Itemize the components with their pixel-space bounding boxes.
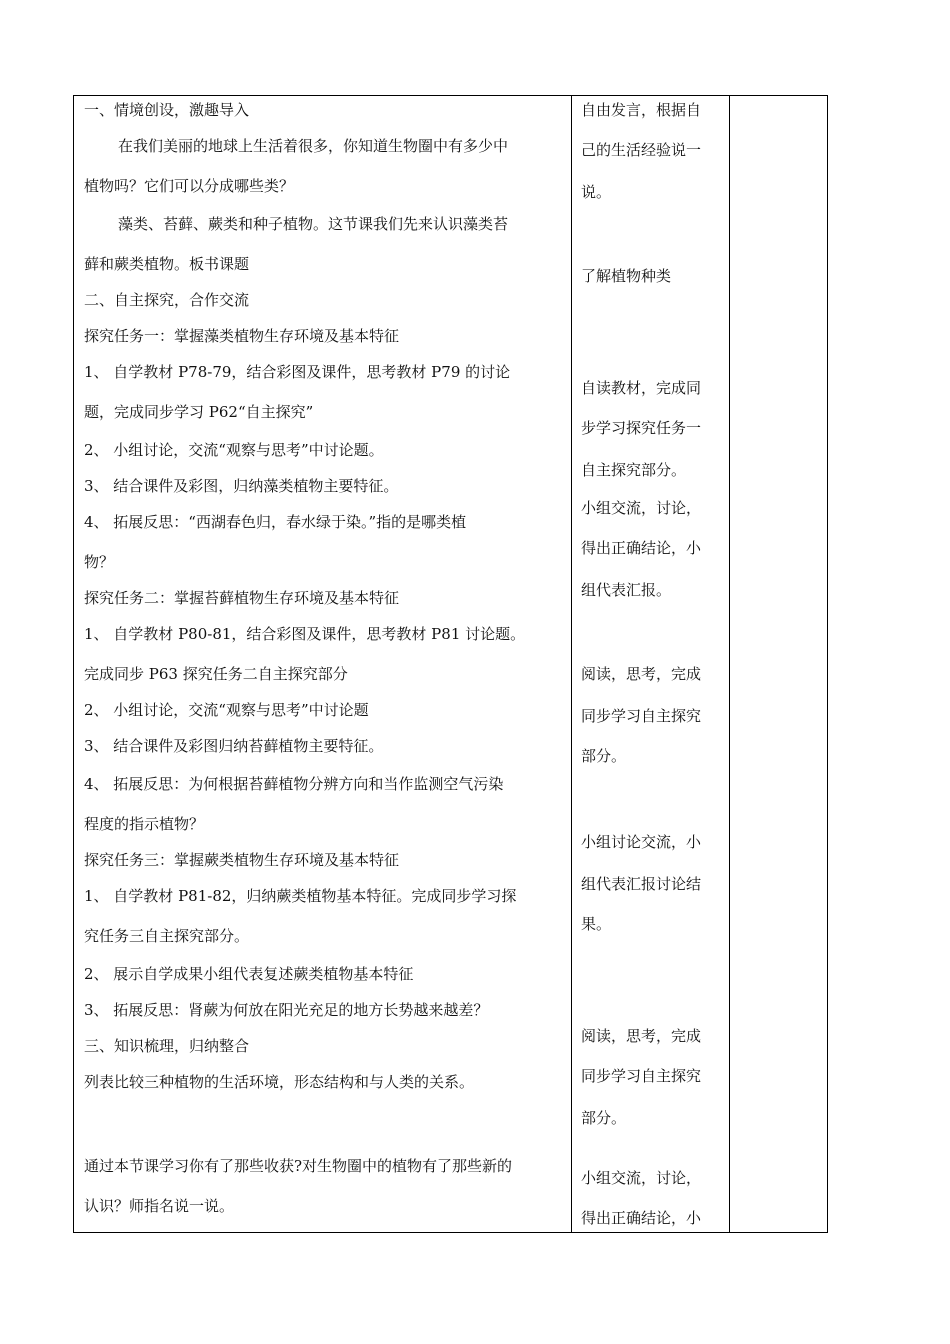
text-line: 部分。 <box>581 747 627 765</box>
student-activity-column <box>573 96 729 1232</box>
text-line: 小组交流，讨论， <box>581 499 702 517</box>
text-line: 说。 <box>581 183 612 201</box>
text-line: 得出正确结论，小 <box>581 539 702 557</box>
text-line: 2、 小组讨论，交流“观察与思考”中讨论题。 <box>84 441 384 459</box>
text-line: 了解植物种类 <box>581 267 672 285</box>
text-line: 4、 拓展反思：为何根据苔藓植物分辨方向和当作监测空气污染 <box>84 775 504 793</box>
text-line: 小组讨论交流，小 <box>581 833 702 851</box>
text-line: 同步学习自主探究 <box>581 1067 702 1085</box>
text-line: 植物吗？它们可以分成哪些类？ <box>84 177 295 195</box>
text-line: 部分。 <box>581 1109 627 1127</box>
section-heading: 三、知识梳理，归纳整合 <box>84 1037 250 1055</box>
text-line: 得出正确结论，小 <box>581 1209 702 1227</box>
text-line: 己的生活经验说一 <box>581 141 702 159</box>
text-line: 小组交流，讨论， <box>581 1169 702 1187</box>
text-line: 同步学习自主探究 <box>581 707 702 725</box>
text-line: 1、 自学教材 P81-82，归纳蕨类植物基本特征。完成同步学习探 <box>84 887 517 905</box>
task-heading: 探究任务二：掌握苔藓植物生存环境及基本特征 <box>84 589 400 607</box>
text-line: 藻类、苔藓、蕨类和种子植物。这节课我们先来认识藻类苔 <box>118 215 509 233</box>
text-line: 阅读，思考，完成 <box>581 1027 702 1045</box>
text-line: 完成同步 P63 探究任务二自主探究部分 <box>84 665 348 683</box>
text-line: 3、 结合课件及彩图，归纳藻类植物主要特征。 <box>84 477 399 495</box>
section-heading: 二、自主探究，合作交流 <box>84 291 250 309</box>
text-line: 题，完成同步学习 P62“自主探究” <box>84 403 314 421</box>
task-heading: 探究任务一：掌握藻类植物生存环境及基本特征 <box>84 327 400 345</box>
text-line: 藓和蕨类植物。板书课题 <box>84 255 250 273</box>
text-line: 果。 <box>581 915 612 933</box>
teacher-activity-column <box>74 96 571 1232</box>
text-line: 程度的指示植物？ <box>84 815 205 833</box>
text-line: 阅读，思考，完成 <box>581 665 702 683</box>
lesson-table <box>73 95 828 1233</box>
text-line: 组代表汇报讨论结 <box>581 875 702 893</box>
text-line: 物？ <box>84 553 115 571</box>
text-line: 步学习探究任务一 <box>581 419 702 437</box>
text-line: 组代表汇报。 <box>581 581 672 599</box>
text-line: 在我们美丽的地球上生活着很多，你知道生物圈中有多少中 <box>118 137 509 155</box>
text-line: 认识？师指名说一说。 <box>84 1197 235 1215</box>
section-heading: 一、情境创设，激趣导入 <box>84 101 250 119</box>
text-line: 3、 拓展反思：肾蕨为何放在阳光充足的地方长势越来越差？ <box>84 1001 489 1019</box>
text-line: 3、 结合课件及彩图归纳苔藓植物主要特征。 <box>84 737 384 755</box>
text-line: 2、 小组讨论，交流“观察与思考”中讨论题 <box>84 701 369 719</box>
column-divider <box>729 96 730 1232</box>
text-line: 通过本节课学习你有了那些收获?对生物圈中的植物有了那些新的 <box>84 1157 513 1175</box>
text-line: 自由发言，根据自 <box>581 101 702 119</box>
text-line: 自主探究部分。 <box>581 461 687 479</box>
text-line: 列表比较三种植物的生活环境，形态结构和与人类的关系。 <box>84 1073 475 1091</box>
text-line: 4、 拓展反思：“西湖春色归，春水绿于染。”指的是哪类植 <box>84 513 467 531</box>
text-line: 究任务三自主探究部分。 <box>84 927 250 945</box>
text-line: 1、 自学教材 P78-79，结合彩图及课件，思考教材 P79 的讨论 <box>84 363 511 381</box>
text-line: 1、 自学教材 P80-81，结合彩图及课件，思考教材 P81 讨论题。 <box>84 625 526 643</box>
text-line: 自读教材，完成同 <box>581 379 702 397</box>
text-line: 2、 展示自学成果小组代表复述蕨类植物基本特征 <box>84 965 414 983</box>
column-divider <box>571 96 572 1232</box>
task-heading: 探究任务三：掌握蕨类植物生存环境及基本特征 <box>84 851 400 869</box>
